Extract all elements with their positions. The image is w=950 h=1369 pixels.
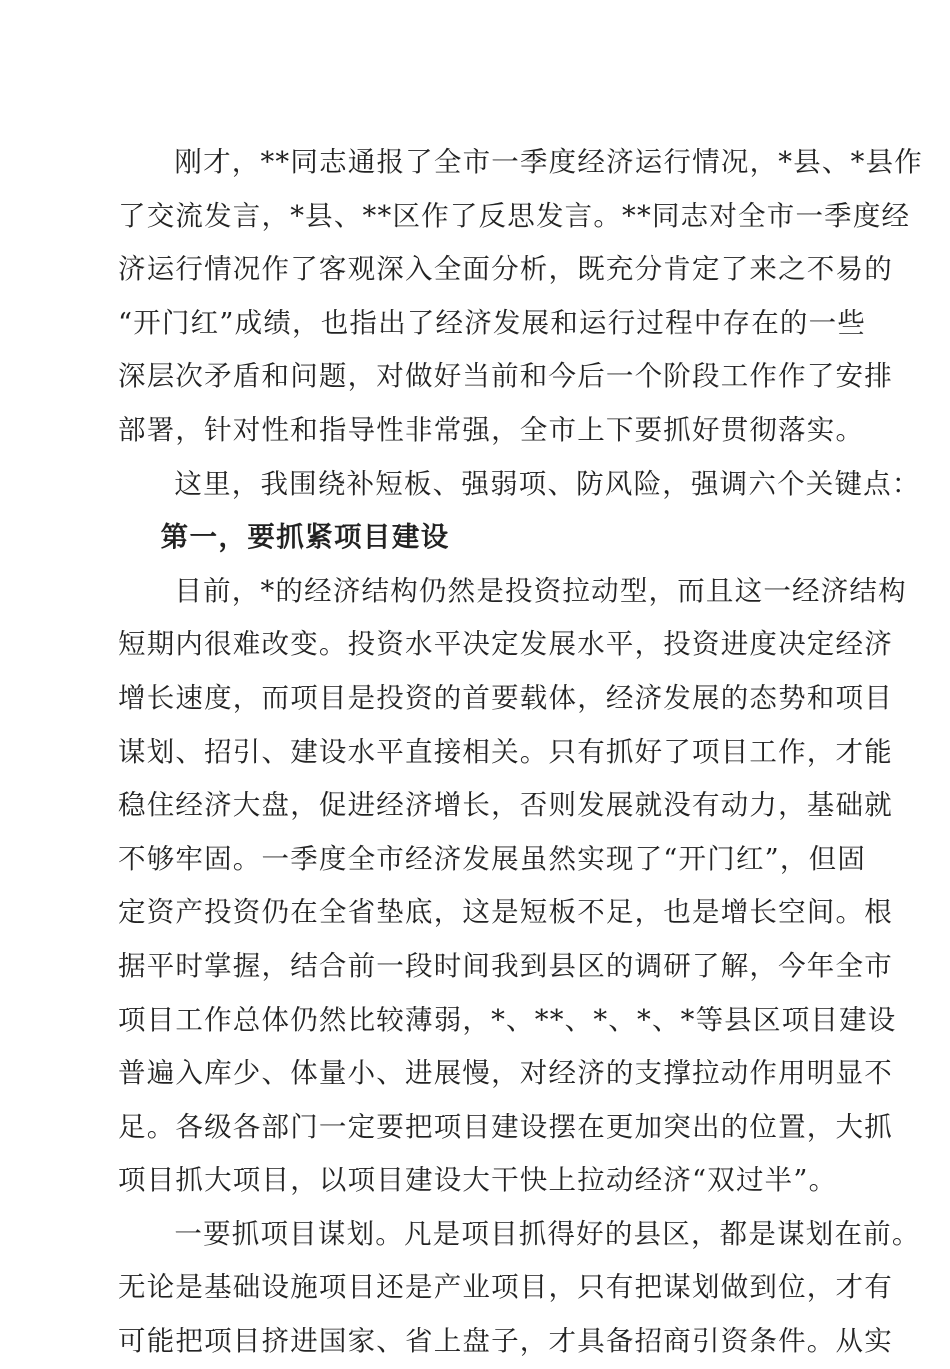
text-line: 刚才，**同志通报了全市一季度经济运行情况，*县、*县作 — [174, 146, 923, 178]
text-line: 普遍入库少、体量小、进展慢，对经济的支撑拉动作用明显不 — [118, 1057, 893, 1090]
heading-line: 第一，要抓紧项目建设 — [160, 521, 450, 554]
text-line: “开门红”成绩，也指出了经济发展和运行过程中存在的一些 — [118, 306, 867, 339]
text-line: 可能把项目挤进国家、省上盘子，才具备招商引资条件。从实 — [118, 1325, 893, 1358]
text-line: 项目抓大项目，以项目建设大干快上拉动经济“双过半”。 — [118, 1164, 838, 1197]
text-line: 了交流发言，*县、**区作了反思发言。**同志对全市一季度经 — [118, 199, 911, 232]
text-line: 据平时掌握，结合前一段时间我到县区的调研了解，今年全市 — [118, 949, 893, 982]
text-line: 增长速度，而项目是投资的首要载体，经济发展的态势和项目 — [118, 681, 893, 714]
paragraph-project-construction — [118, 565, 907, 1208]
text-line: 无论是基础设施项目还是产业项目，只有把谋划做到位，才有 — [118, 1271, 893, 1304]
text-line: 部署，针对性和指导性非常强，全市上下要抓好贯彻落实。 — [118, 413, 865, 446]
text-line: 不够牢固。一季度全市经济发展虽然实现了“开门红”，但固 — [118, 842, 867, 875]
text-line: 济运行情况作了客观深入全面分析，既充分肯定了来之不易的 — [118, 253, 893, 286]
text-line: 一要抓项目谋划。凡是项目抓得好的县区，都是谋划在前。 — [174, 1217, 921, 1250]
text-line: 这里，我围绕补短板、强弱项、防风险，强调六个关键点： — [174, 467, 921, 500]
paragraph-opening — [118, 136, 923, 458]
text-line: 谋划、招引、建设水平直接相关。只有抓好了项目工作，才能 — [118, 735, 893, 768]
paragraph-intro-points — [118, 458, 921, 512]
text-line: 足。各级各部门一定要把项目建设摆在更加突出的位置，大抓 — [118, 1110, 893, 1143]
document-body — [118, 136, 923, 1369]
text-line: 目前，*的经济结构仍然是投资拉动型，而且这一经济结构 — [174, 574, 907, 607]
text-line: 稳住经济大盘，促进经济增长，否则发展就没有动力，基础就 — [118, 789, 893, 822]
text-line: 定资产投资仍在全省垫底，这是短板不足，也是增长空间。根 — [118, 896, 893, 929]
text-line: 项目工作总体仍然比较薄弱，*、**、*、*、*等县区项目建设 — [118, 1003, 897, 1036]
text-line: 短期内很难改变。投资水平决定发展水平，投资进度决定经济 — [118, 628, 893, 661]
section-heading — [118, 511, 832, 565]
text-line: 深层次矛盾和问题，对做好当前和今后一个阶段工作作了安排 — [118, 360, 893, 393]
paragraph-project-planning — [118, 1208, 921, 1369]
